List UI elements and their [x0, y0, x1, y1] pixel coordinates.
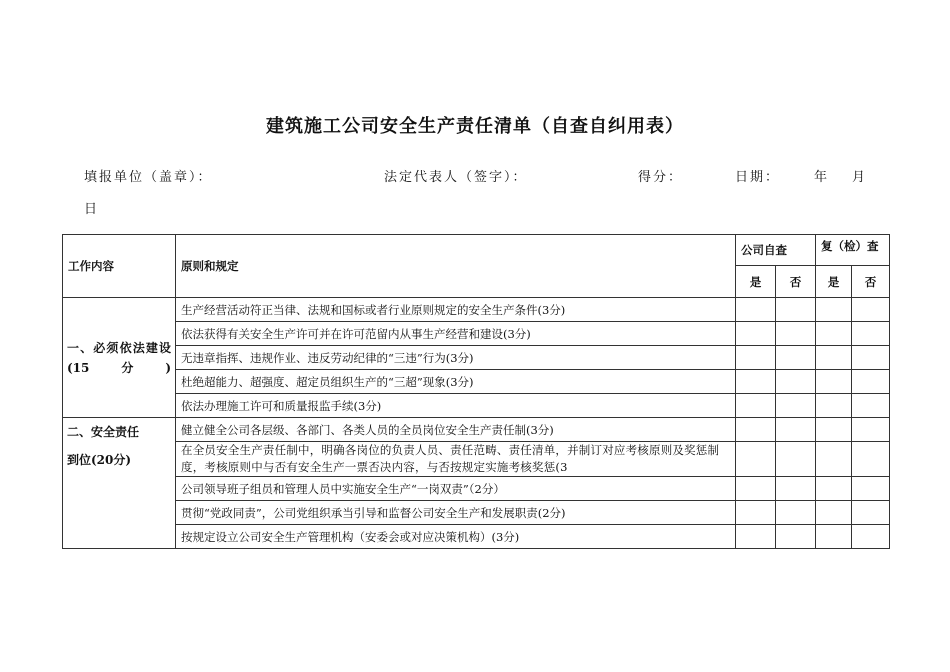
recheck-no-cell[interactable] [852, 477, 890, 501]
header-work-content: 工作内容 [63, 235, 176, 298]
legal-rep-label: 法定代表人（签字）： [384, 170, 528, 185]
category-label: 一、必须依法建设(15分) [67, 340, 171, 375]
category-cell [63, 418, 176, 549]
date-label: 日期： [735, 170, 781, 185]
self-no-cell[interactable] [776, 525, 816, 549]
table-row [63, 501, 890, 525]
self-no-cell[interactable] [776, 477, 816, 501]
reporting-unit-label: 填报单位（盖章）： [84, 170, 213, 185]
recheck-no-cell[interactable] [852, 370, 890, 394]
self-no-cell[interactable] [776, 322, 816, 346]
rule-item: 依法办理施工许可和质量报监手续(3分) [176, 394, 736, 418]
table-row [63, 525, 890, 549]
table-row [63, 322, 890, 346]
self-yes-cell[interactable] [736, 298, 776, 322]
recheck-no-cell[interactable] [852, 346, 890, 370]
checklist-table [62, 234, 890, 549]
recheck-no-cell[interactable] [852, 394, 890, 418]
self-yes-cell[interactable] [736, 346, 776, 370]
table-row [63, 477, 890, 501]
self-yes-cell[interactable] [736, 418, 776, 442]
self-no-cell[interactable] [776, 346, 816, 370]
header-recheck-yes: 是 [816, 266, 852, 298]
self-no-cell[interactable] [776, 418, 816, 442]
recheck-yes-cell[interactable] [816, 525, 852, 549]
rule-item: 在全员安全生产责任制中，明确各岗位的负责人员、责任范畴、责任清单，并制订对应考核原则及奖惩制度，考核原则中与否有安全生产一票否决内容，与否按规定实施考核奖惩(3 [181, 443, 720, 474]
self-yes-cell[interactable] [736, 370, 776, 394]
self-no-cell[interactable] [776, 370, 816, 394]
self-yes-cell[interactable] [736, 442, 776, 477]
score-label: 得分： [638, 170, 684, 185]
rule-item-cell [176, 442, 736, 477]
header-self-check: 公司自查 [736, 235, 816, 266]
self-yes-cell[interactable] [736, 477, 776, 501]
rule-item: 依法获得有关安全生产许可并在许可范留内从事生产经营和建设(3分) [176, 322, 736, 346]
recheck-no-cell[interactable] [852, 442, 890, 477]
category-label-line2: 到位(20分) [67, 453, 132, 467]
self-yes-cell[interactable] [736, 322, 776, 346]
recheck-no-cell[interactable] [852, 298, 890, 322]
table-row [63, 418, 890, 442]
header-self-yes: 是 [736, 266, 776, 298]
recheck-no-cell[interactable] [852, 525, 890, 549]
header-row [63, 235, 890, 266]
self-yes-cell[interactable] [736, 501, 776, 525]
recheck-yes-cell[interactable] [816, 370, 852, 394]
header-self-no: 否 [776, 266, 816, 298]
self-yes-cell[interactable] [736, 525, 776, 549]
recheck-yes-cell[interactable] [816, 298, 852, 322]
category-cell [63, 298, 176, 418]
rule-item: 生产经营活动符正当律、法规和国标或者行业原则规定的安全生产条件(3分) [176, 298, 736, 322]
recheck-yes-cell[interactable] [816, 322, 852, 346]
rule-item: 无违章指挥、违规作业、违反劳动纪律的“三违”行为(3分) [176, 346, 736, 370]
table-row [63, 442, 890, 477]
self-no-cell[interactable] [776, 501, 816, 525]
year-label: 年 [814, 170, 830, 185]
recheck-yes-cell[interactable] [816, 477, 852, 501]
recheck-yes-cell[interactable] [816, 394, 852, 418]
recheck-no-cell[interactable] [852, 322, 890, 346]
rule-item: 杜绝超能力、超强度、超定员组织生产的“三超”现象(3分) [176, 370, 736, 394]
month-label: 月 [852, 170, 868, 185]
recheck-no-cell[interactable] [852, 501, 890, 525]
recheck-yes-cell[interactable] [816, 442, 852, 477]
header-recheck: 复（检）查 [816, 235, 890, 266]
self-yes-cell[interactable] [736, 394, 776, 418]
recheck-yes-cell[interactable] [816, 346, 852, 370]
recheck-no-cell[interactable] [852, 418, 890, 442]
table-row [63, 394, 890, 418]
self-no-cell[interactable] [776, 442, 816, 477]
rule-item: 健立健全公司各层级、各部门、各类人员的全员岗位安全生产责任制(3分) [176, 418, 736, 442]
rule-item: 贯彻“党政同责”，公司党组织承当引导和监督公司安全生产和发展职责(2分) [176, 501, 736, 525]
category-label-line1: 二、安全责任 [67, 425, 140, 439]
rule-item: 公司领导班子组员和管理人员中实施安全生产“一岗双责”（2分） [176, 477, 736, 501]
self-no-cell[interactable] [776, 298, 816, 322]
table-row [63, 346, 890, 370]
self-no-cell[interactable] [776, 394, 816, 418]
rule-item: 按规定设立公司安全生产管理机构（安委会或对应决策机构）(3分) [176, 525, 736, 549]
recheck-yes-cell[interactable] [816, 418, 852, 442]
day-label: 日 [84, 202, 100, 217]
document-title: 建筑施工公司安全生产责任清单（自查自纠用表） [266, 116, 684, 137]
recheck-yes-cell[interactable] [816, 501, 852, 525]
header-rules: 原则和规定 [176, 235, 736, 298]
header-recheck-no: 否 [852, 266, 890, 298]
table-row [63, 370, 890, 394]
table-row [63, 298, 890, 322]
